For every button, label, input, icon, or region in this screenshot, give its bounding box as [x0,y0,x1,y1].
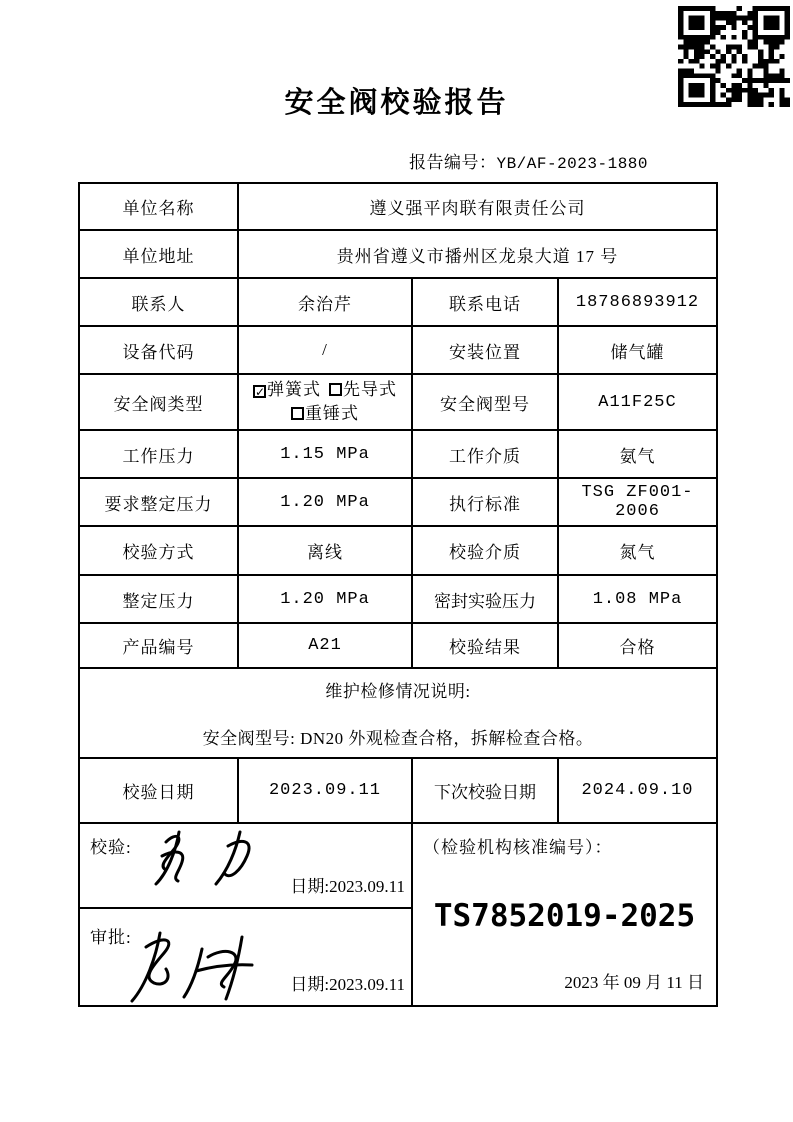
working-pressure-label: 工作压力 [79,430,238,478]
org-cell [412,823,717,1006]
verifier-date: 日期:2023.09.11 [290,877,405,896]
result-label: 校验结果 [412,623,558,668]
row-working-pressure [79,430,717,478]
report-number-label: 报告编号： [408,153,497,172]
product-no-label: 产品编号 [79,623,238,668]
unit-name-label: 单位名称 [79,183,238,230]
checkbox-weight-label: 重锤式 [305,404,359,423]
row-unit-address [79,230,717,278]
verifier-cell [79,823,412,908]
checkbox-spring-icon: ✓ [255,385,267,399]
valve-model-value: A11F25C [558,374,717,430]
row-calibration-method [79,526,717,575]
verifier-signature [132,826,292,890]
row-device-code [79,326,717,374]
checkbox-spring-label: 弹簧式 [267,380,321,399]
unit-name-value: 遵义强平肉联有限责任公司 [238,183,717,230]
result-value: 合格 [558,623,717,668]
row-set-pressure [79,575,717,623]
row-valve-type [79,374,717,430]
unit-address-value: 贵州省遵义市播州区龙泉大道 17 号 [238,230,717,278]
row-maintenance [79,668,717,758]
required-set-pressure-label: 要求整定压力 [79,478,238,526]
maintenance-title: 维护检修情况说明: [325,682,471,701]
row-contact [79,278,717,326]
valve-type-options [238,374,412,430]
qr-code-icon [678,6,790,107]
unit-address-label: 单位地址 [79,230,238,278]
device-code-label: 设备代码 [79,326,238,374]
calibration-date-label: 校验日期 [79,758,238,823]
maintenance-cell [79,668,717,758]
approver-signature [116,925,296,1005]
valve-type-label: 安全阀类型 [79,374,238,430]
contact-value: 余治芹 [238,278,412,326]
report-number-value: YB/AF-2023-1880 [496,155,648,173]
working-pressure-value: 1.15 MPa [238,430,412,478]
install-location-label: 安装位置 [412,326,558,374]
install-location-value: 储气罐 [558,326,717,374]
working-medium-label: 工作介质 [412,430,558,478]
approver-cell [79,908,412,1006]
set-pressure-value: 1.20 MPa [238,575,412,623]
row-unit-name [79,183,717,230]
next-calibration-date-value: 2024.09.10 [558,758,717,823]
org-code-value: TS7852019-2025 [433,898,696,934]
seal-test-pressure-label: 密封实验压力 [412,575,558,623]
row-product-no [79,623,717,668]
checkbox-pilot-icon [329,383,342,396]
approver-label: 审批: [90,928,132,947]
org-code-label: （检验机构核准编号）： [423,838,613,857]
product-no-value: A21 [238,623,412,668]
calibration-method-label: 校验方式 [79,526,238,575]
required-set-pressure-value: 1.20 MPa [238,478,412,526]
contact-label: 联系人 [79,278,238,326]
calibration-date-value: 2023.09.11 [238,758,412,823]
working-medium-value: 氨气 [558,430,717,478]
seal-test-pressure-value: 1.08 MPa [558,575,717,623]
contact-phone-label: 联系电话 [412,278,558,326]
standard-value: TSG ZF001-2006 [558,478,717,526]
calibration-medium-value: 氮气 [558,526,717,575]
contact-phone-value: 18786893912 [558,278,717,326]
row-calibration-date [79,758,717,823]
set-pressure-label: 整定压力 [79,575,238,623]
device-code-value: / [238,326,412,374]
checkbox-weight-icon [291,407,304,420]
calibration-method-value: 离线 [238,526,412,575]
valve-model-label: 安全阀型号 [412,374,558,430]
maintenance-content: 安全阀型号: DN20 外观检查合格，拆解检查合格。 [202,729,594,748]
row-required-set-pressure [79,478,717,526]
approver-date: 日期:2023.09.11 [290,975,405,994]
calibration-medium-label: 校验介质 [412,526,558,575]
row-verifier [79,823,717,908]
checkbox-pilot-label: 先导式 [343,380,397,399]
report-number [409,148,648,173]
standard-label: 执行标准 [412,478,558,526]
report-table [78,182,718,1007]
next-calibration-date-label: 下次校验日期 [412,758,558,823]
verifier-label: 校验: [90,838,132,857]
org-issue-date: 2023 年 09 月 11 日 [564,973,704,992]
page-title: 安全阀校验报告 [284,87,509,119]
